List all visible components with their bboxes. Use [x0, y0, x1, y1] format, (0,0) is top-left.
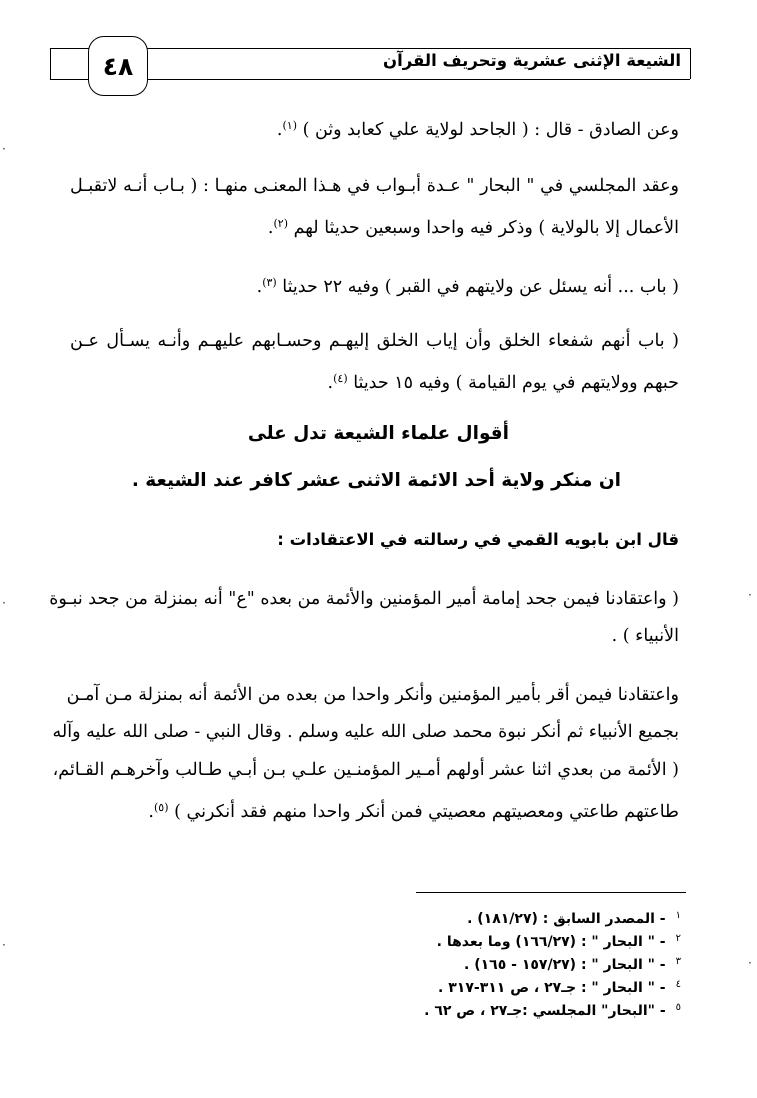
footnote-2-num: ٢: [675, 933, 681, 944]
paragraph-6-line-3: ( الأئمة من بعدي اثنا عشر أولهم أمـير المؤمنـين علـي بـن أبـي طـالب وآخرهـم القـائم،: [52, 760, 679, 780]
paragraph-5-line-2: الأنبياء ) .: [611, 626, 679, 646]
footnote-5-num: ٥: [675, 1002, 681, 1013]
footnote-ref-1: (١): [282, 119, 297, 132]
section-heading-line-2: ان منكر ولاية أحد الائمة الاثنى عشر كافر عند الشيعة .: [131, 470, 621, 491]
scan-speck: ·: [748, 956, 752, 970]
paragraph-6-line-4-text: طاعتهم طاعتي ومعصيتهم معصيتي فمن أنكر واحدا منهم فقد أنكرني ): [174, 802, 679, 822]
footnote-1: [467, 906, 681, 929]
footnote-3-num: ٣: [675, 956, 681, 967]
scan-speck: ·: [2, 938, 6, 952]
footnote-5: [424, 998, 681, 1021]
footnote-3-text: - " البحار " : (١٥٧/٢٧ - ١٦٥) .: [464, 957, 666, 973]
footnote-1-num: ١: [675, 910, 681, 921]
paragraph-1: وعن الصادق - قال : ( الجاحد لولاية علي كعابد وثن ) $^{(١)}$.: [276, 119, 679, 140]
footnote-ref-4: (٤): [333, 372, 348, 385]
paragraph-3: ( باب ... أنه يسئل عن ولايتهم في القبر ) وفيه ٢٢ حديثا $^{(٣)}$.: [256, 276, 679, 297]
footnote-4-num: ٤: [675, 979, 681, 990]
paragraph-3-text: ( باب ... أنه يسئل عن ولايتهم في القبر ) وفيه ٢٢ حديثا: [282, 277, 679, 297]
footnote-ref-3: (٣): [262, 276, 277, 289]
header-edge-left: [50, 48, 51, 79]
running-title: الشيعة الإثنى عشرية وتحريف القرآن: [383, 51, 681, 70]
footnote-2: [437, 929, 681, 952]
page-number: ٤٨: [88, 36, 148, 96]
header-edge-right: [690, 48, 691, 79]
footnote-4: [438, 975, 681, 998]
paragraph-5-line-1: ( واعتقادنا فيمن جحد إمامة أمير المؤمنين والأئمة من بعده "ع" أنه بمنزلة من جحد نبـوة: [49, 589, 679, 609]
scan-speck: ·: [748, 588, 752, 602]
paragraph-1-text: وعن الصادق - قال : ( الجاحد لولاية علي كعابد وثن ): [302, 120, 679, 140]
paragraph-4-line-1: ( باب أنهم شفعاء الخلق وأن إياب الخلق إليهـم وحسـابهم عليهـم وأنـه يسـأل عـن: [70, 331, 679, 351]
section-heading-line-1: أقوال علماء الشيعة تدل على: [247, 423, 509, 444]
footnote-2-text: - " البحار " : (١٦٦/٢٧) وما بعدها .: [436, 934, 666, 950]
paragraph-6-line-2: بجميع الأنبياء ثم أنكر نبوة محمد صلى الله عليه وسلم . وقال النبي - صلى الله عليه وآله: [52, 722, 679, 742]
scan-speck: ·: [2, 596, 6, 610]
footnote-1-text: - المصدر السابق : (١٨١/٢٧) .: [467, 911, 666, 927]
footnote-rule: [416, 892, 686, 893]
paragraph-6-line-1: واعتقادنا فيمن أقر بأمير المؤمنين وأنكر واحدا من بعده من الأئمة أنه بمنزلة مـن آمـن: [66, 685, 679, 705]
footnote-ref-5: (٥): [154, 801, 169, 814]
paragraph-6-line-4: طاعتهم طاعتي ومعصيتهم معصيتي فمن أنكر واحدا منهم فقد أنكرني ) $^{(٥)}$.: [148, 801, 679, 822]
scan-speck: ·: [2, 142, 6, 156]
footnote-3: [464, 952, 681, 975]
footnote-ref-2: (٢): [273, 217, 289, 230]
paragraph-2-line-2-text: الأعمال إلا بالولاية ) وذكر فيه واحدا وسبعين حديثا لهم: [293, 218, 679, 238]
paragraph-2-line-1: وعقد المجلسي في " البحار " عـدة أبـواب في هـذا المعنـى منهـا : ( بـاب أنـه لاتقبـل: [70, 176, 679, 196]
paragraph-4-line-2-text: حبهم وولايتهم في يوم القيامة ) وفيه ١٥ حديثا: [353, 373, 679, 393]
subheading: قال ابن بابويه القمي في رسالته في الاعتقادات :: [277, 530, 679, 549]
footnote-4-text: - " البحار " : جـ٢٧ ، ص ٣١١-٣١٧ .: [438, 980, 666, 996]
footnote-5-text: - "البحار" المجلسي :جـ٢٧ ، ص ٦٢ .: [424, 1003, 666, 1019]
paragraph-2-line-2: الأعمال إلا بالولاية ) وذكر فيه واحدا وسبعين حديثا لهم $^{(٢)}$.: [267, 217, 679, 238]
paragraph-4-line-2: حبهم وولايتهم في يوم القيامة ) وفيه ١٥ حديثا $^{(٤)}$.: [327, 372, 679, 393]
